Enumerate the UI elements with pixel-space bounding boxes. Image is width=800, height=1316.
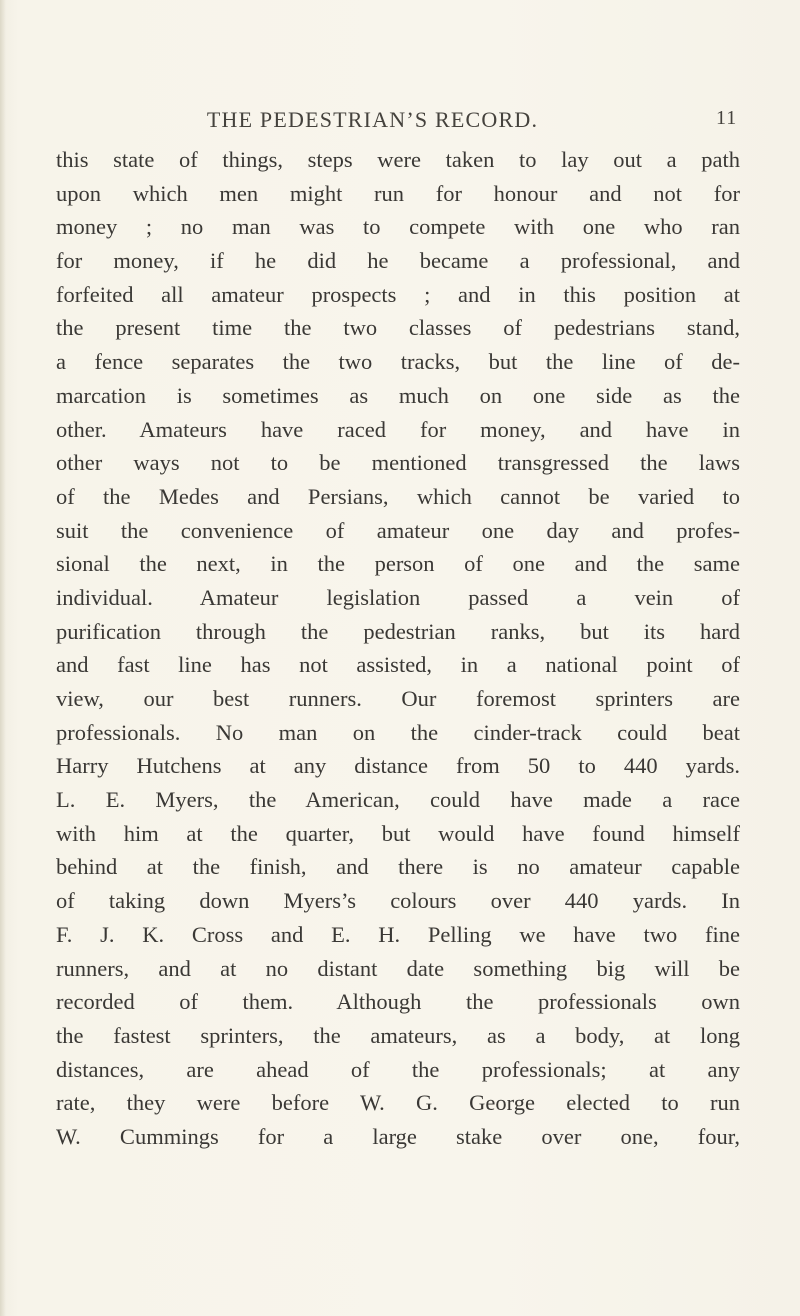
text-line: other ways not to be mentioned transgressed the laws [56, 450, 740, 476]
text-line: F. J. K. Cross and E. H. Pelling we have two fine [56, 921, 740, 947]
text-line: of the Medes and Persians, which cannot be varied to [56, 483, 740, 509]
body-text [56, 143, 740, 1154]
text-line: for money, if he did he became a professional, and [56, 248, 740, 274]
text-line: money ; no man was to compete with one who ran [56, 214, 740, 240]
text-line: recorded of them. Although the professionals own [56, 989, 740, 1015]
text-line: rate, they were before W. G. George elected to run [56, 1090, 740, 1116]
page-number: 11 [716, 107, 738, 129]
text-line: forfeited all amateur prospects ; and in this position at [56, 281, 740, 307]
text-line: individual. Amateur legislation passed a vein of [56, 584, 740, 610]
text-line: runners, and at no distant date something big will be [56, 955, 740, 981]
text-line: marcation is sometimes as much on one side as the [56, 382, 740, 408]
page-header [0, 107, 800, 137]
text-line: Harry Hutchens at any distance from 50 to 440 yards. [56, 753, 740, 779]
text-line: and fast line has not assisted, in a national point of [56, 652, 740, 678]
page-gutter-shadow [0, 0, 6, 1316]
running-title: THE PEDESTRIAN’S RECORD. [206, 107, 539, 132]
text-line: L. E. Myers, the American, could have made a race [56, 787, 740, 813]
text-line: the fastest sprinters, the amateurs, as a body, at long [56, 1022, 740, 1048]
text-line: purification through the pedestrian ranks, but its hard [56, 618, 740, 644]
text-line: behind at the finish, and there is no amateur capable [56, 854, 740, 880]
text-line: of taking down Myers’s colours over 440 yards. In [56, 888, 740, 914]
text-line: this state of things, steps were taken to lay out a path [56, 147, 740, 172]
text-line: professionals. No man on the cinder-track could beat [56, 719, 740, 745]
text-line: distances, are ahead of the professionals; at any [56, 1056, 740, 1082]
text-line: other. Amateurs have raced for money, and have in [56, 416, 740, 442]
text-line: sional the next, in the person of one and the same [56, 551, 740, 577]
text-line: upon which men might run for honour and not for [56, 180, 740, 206]
text-line: suit the convenience of amateur one day and profes- [56, 517, 740, 543]
text-line: with him at the quarter, but would have found himself [56, 820, 740, 846]
text-line: the present time the two classes of pedestrians stand, [56, 315, 740, 341]
text-line: a fence separates the two tracks, but the line of de- [56, 349, 740, 375]
text-line: view, our best runners. Our foremost sprinters are [56, 686, 740, 711]
text-line: W. Cummings for a large stake over one, four, [56, 1123, 740, 1149]
